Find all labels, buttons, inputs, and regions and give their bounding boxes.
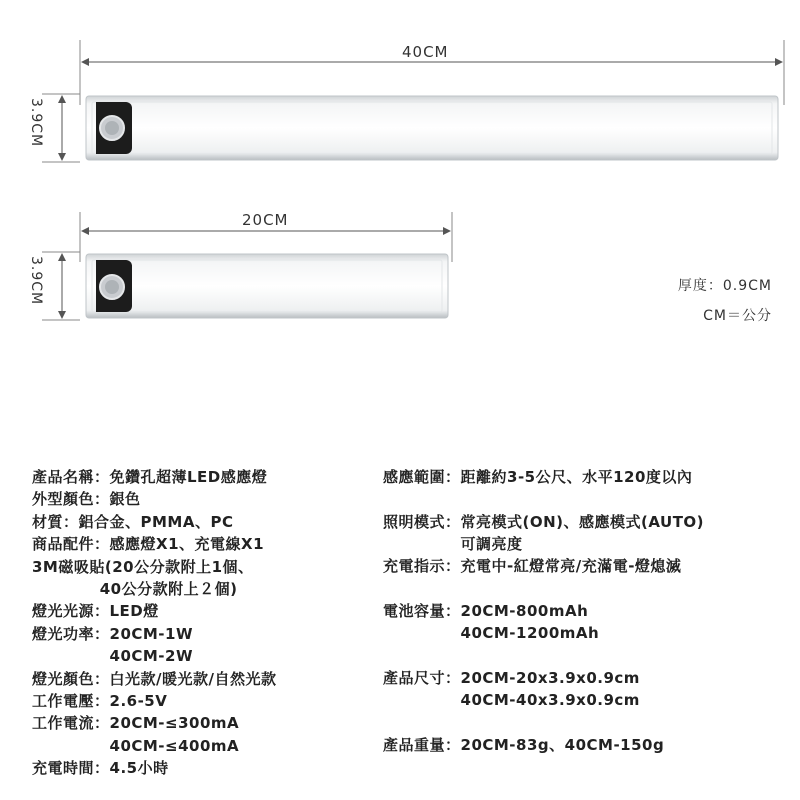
spec-weight: 產品重量：20CM-83g、40CM-150g <box>383 736 665 754</box>
spec-magnet-2: 40公分款附上２個) <box>32 580 238 599</box>
spec-lighting-mode-2: 可調亮度 <box>383 535 523 553</box>
spec-power-2: 40CM-2W <box>32 647 194 666</box>
spec-charge-indicator: 充電指示：充電中-紅燈常亮/充滿電-燈熄滅 <box>383 557 682 575</box>
spec-current-2: 40CM-≤400mA <box>32 736 240 755</box>
spec-charge-time: 充電時間：4.5小時 <box>32 759 169 778</box>
long-bar-sensor <box>96 102 132 154</box>
spec-color: 外型顏色：銀色 <box>32 490 141 509</box>
spec-lighting-mode: 照明模式：常亮模式(ON)、感應模式(AUTO) <box>383 513 705 531</box>
spec-magnet-1: 3M磁吸貼(20公分款附上1個、 <box>32 557 254 576</box>
spec-size-1: 產品尺寸：20CM-20x3.9x0.9cm <box>383 669 640 687</box>
spec-size-2: 40CM-40x3.9x0.9cm <box>383 691 640 709</box>
spec-accessories: 商品配件：感應燈X1、充電線X1 <box>32 535 265 554</box>
short-bar-length-label: 20CM <box>242 211 289 229</box>
unit-note: CM＝公分 <box>703 308 772 324</box>
spec-battery-1: 電池容量：20CM-800mAh <box>383 602 589 620</box>
short-light-bar <box>86 254 448 318</box>
specs-left-column <box>32 466 276 780</box>
spec-power-1: 燈光功率：20CM-1W <box>32 624 194 643</box>
long-bar-height-label: 3.9CM <box>28 98 44 148</box>
thickness-note: 厚度：0.9CM <box>677 278 772 294</box>
spec-product-name: 產品名稱：免鑽孔超薄LED感應燈 <box>32 468 268 486</box>
long-bar-length-label: 40CM <box>402 43 449 61</box>
spec-battery-2: 40CM-1200mAh <box>383 624 600 642</box>
spec-material: 材質：鋁合金、PMMA、PC <box>32 512 234 531</box>
spec-current-1: 工作電流：20CM-≤300mA <box>32 714 240 733</box>
short-bar-sensor <box>96 260 132 312</box>
long-light-bar <box>86 96 778 160</box>
short-bar-height-label: 3.9CM <box>28 256 44 306</box>
spec-voltage: 工作電壓：2.6-5V <box>32 692 168 711</box>
spec-light-source: 燈光光源：LED燈 <box>32 602 159 621</box>
spec-light-color: 燈光顏色：白光款/暖光款/自然光款 <box>32 669 277 688</box>
spec-sensing-range: 感應範圍：距離約3-5公尺、水平120度以內 <box>383 468 693 486</box>
